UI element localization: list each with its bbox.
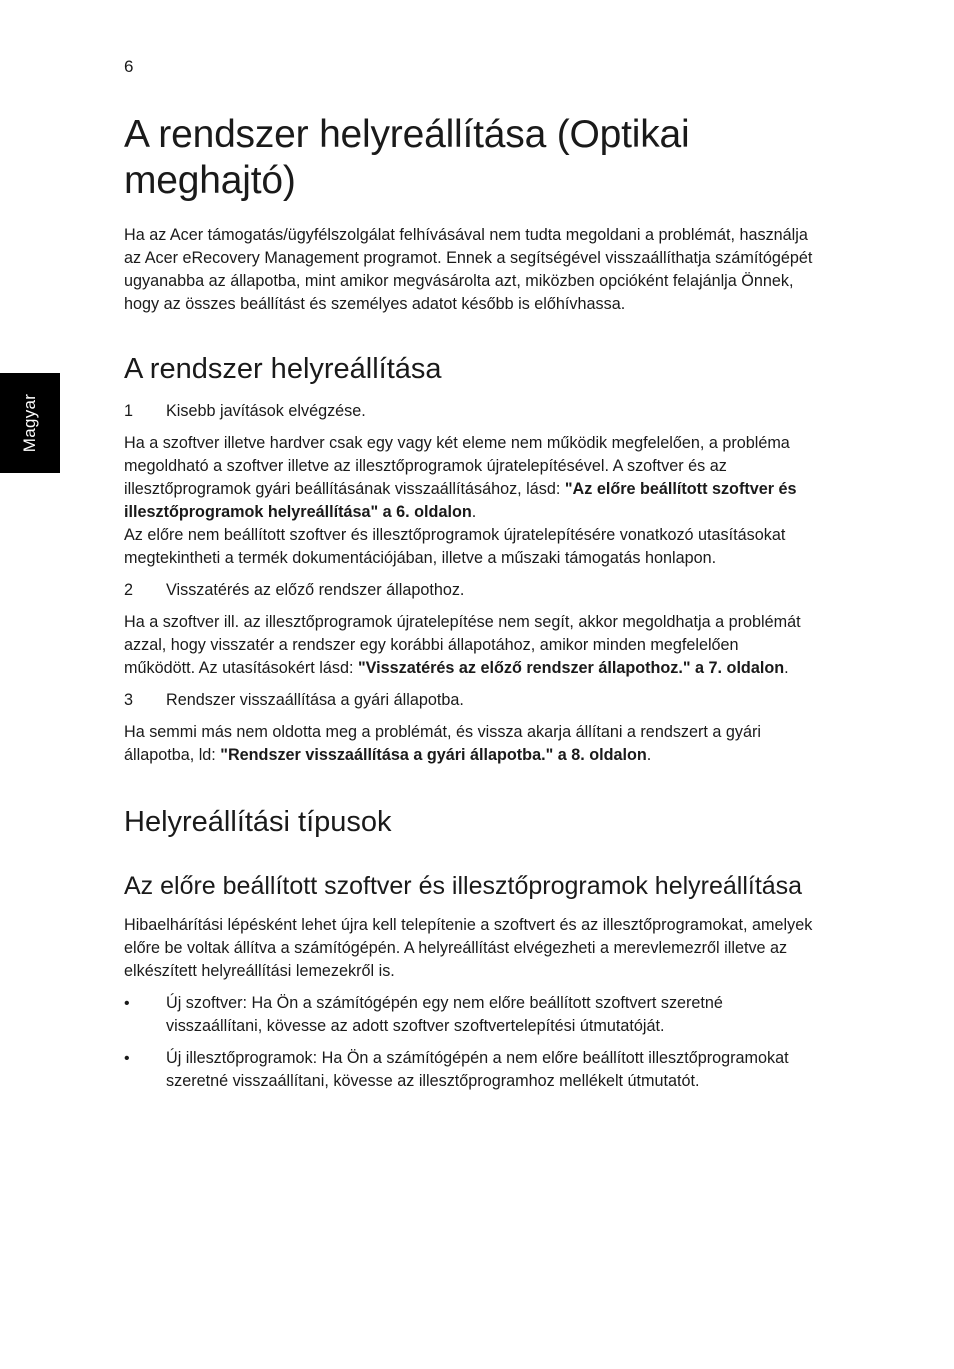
- paragraph-text: .: [784, 659, 789, 677]
- paragraph-text: Ha a szoftver ill. az illesztőprogramok újratelepítése nem segít, akkor megoldhatja a problémát azzal, hogy visszatér a rendszer egy korábbi állapotához, amikor minden megfelelően működött. Az utasításokért lásd:: [124, 613, 801, 677]
- page-content: [124, 112, 814, 1102]
- bullet-item-new-drivers: [124, 1047, 814, 1093]
- section-heading-recovery-types: Helyreállítási típusok: [124, 806, 392, 838]
- item-number: 3: [124, 691, 134, 709]
- paragraph-text: Ha semmi más nem oldotta meg a problémát, és vissza akarja állítani a rendszert a gyári állapotba, ld:: [124, 723, 761, 764]
- subsection-heading-preinstalled-software: Az előre beállított szoftver és illesztőprogramok helyreállítása: [124, 872, 803, 900]
- paragraph-text: Az előre nem beállított szoftver és illesztőprogramok újratelepítésére vonatkozó utasításokat megtekintheti a termék dokumentációjában, illetve a műszaki támogatás honlapon.: [124, 526, 786, 567]
- cross-reference: "Visszatérés az előző rendszer állapothoz." a 7. oldalon: [357, 659, 785, 677]
- item-label: Rendszer visszaállítása a gyári állapotba.: [166, 691, 464, 709]
- item-number: 2: [124, 581, 134, 599]
- bullet-text: Új illesztőprogramok: Ha Ön a számítógépén a nem előre beállított illesztőprogramokat szeretné visszaállítani, kövesse az illesztőprogramhoz mellékelt útmutatót.: [166, 1049, 789, 1090]
- paragraph-factory-reset: [124, 721, 814, 767]
- paragraph-text: .: [471, 503, 477, 521]
- paragraph-minor-fixes: [124, 432, 814, 570]
- paragraph-previous-state: [124, 611, 814, 680]
- paragraph-preinstalled: Hibaelhárítási lépésként lehet újra kell telepítenie a szoftvert és az illesztőprogramokat, amelyek előre be voltak állítva a számítógépén. A helyreállítást elvégezheti a merevlemezről illetve az elkészített helyreállítási lemezekről is.: [124, 916, 813, 980]
- cross-reference: "Rendszer visszaállítása a gyári állapotba." a 8. oldalon: [220, 746, 647, 764]
- intro-paragraph: Ha az Acer támogatás/ügyfélszolgálat felhívásával nem tudta megoldani a problémát, használja az Acer eRecovery Management programot. Ennek a segítségével visszaállíthatja számítógépét ugyanabba az állapotba, mint amikor megvásárolta azt, miközben opcióként felajánlja Önnek, hogy az összes beállítást és személyes adatot később is előhívhassa.: [124, 226, 813, 313]
- bullet-marker: •: [124, 1050, 130, 1067]
- item-label: Kisebb javítások elvégzése.: [166, 402, 366, 420]
- numbered-item-2: [124, 579, 814, 602]
- page-title: A rendszer helyreállítása (Optikai meghajtó): [124, 113, 690, 202]
- cross-reference: "Az előre beállított szoftver és illesztőprogramok helyreállítása" a 6. oldalon: [124, 480, 797, 521]
- section-heading-system-recovery: A rendszer helyreállítása: [124, 353, 442, 385]
- bullet-marker: •: [124, 995, 130, 1012]
- numbered-item-1: [124, 400, 814, 423]
- paragraph-text: .: [646, 746, 652, 764]
- bullet-text: Új szoftver: Ha Ön a számítógépén egy nem előre beállított szoftvert szeretné visszaállítani, kövesse az adott szoftver szoftvertelepítési útmutatóját.: [166, 994, 723, 1035]
- item-number: 1: [124, 402, 134, 420]
- bullet-item-new-software: [124, 992, 814, 1038]
- item-label: Visszatérés az előző rendszer állapothoz.: [166, 581, 465, 599]
- language-side-tab: [0, 373, 60, 473]
- numbered-item-3: [124, 689, 814, 712]
- page-number: 6: [124, 57, 134, 76]
- paragraph-text: Ha a szoftver illetve hardver csak egy vagy két eleme nem működik megfelelően, a probléma megoldható a szoftver illetve az illesztőprogramok újratelepítésével. A szoftver és az illesztőprogramok gyári beállításának visszaállításához, lásd:: [124, 434, 790, 498]
- side-tab-label: Magyar: [20, 393, 39, 453]
